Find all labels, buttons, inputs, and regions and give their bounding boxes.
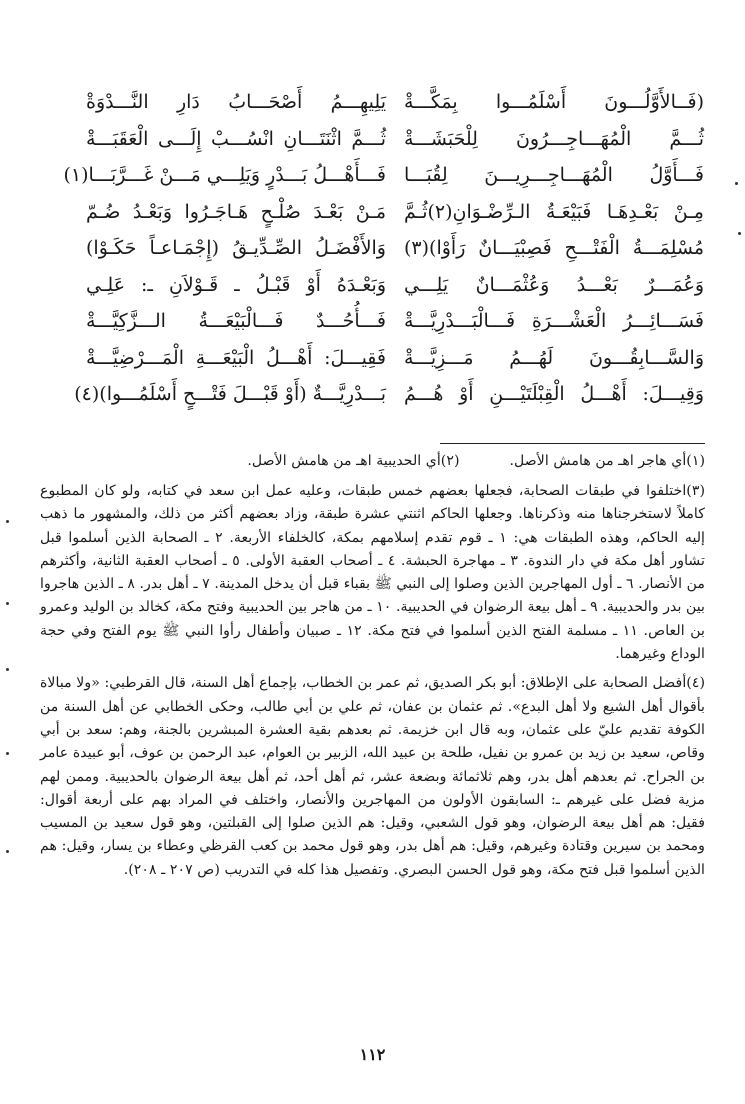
verse-line: فَقِيـــلَ: أَهْـــلُ الْبَيْعَـــةِ الْمَـــرْضِيَّـــةْ — [86, 346, 386, 369]
verse-line: ثُـــمَّ اثْنَتَـــانِ انْسُـــبْ إِلَـــى الْعَقَبَـــةْ — [86, 127, 386, 150]
footnotes-section — [40, 448, 705, 882]
verse-line: وَبَعْـدَهُ أَوْ قَبْـلُ ـ قَـوْلاَنِ ـ: عَلِـي — [86, 273, 386, 296]
verse-line: ثُـــمَّ الْمُهَـــاجِـــرُونَ لِلْحَبَشَـــةْ — [404, 127, 704, 150]
verse-line: وَقِيـــلَ: أَهْـــلُ الْقِبْلَتَيْـــنِ أَوْ هُـــمُ — [404, 383, 704, 405]
scan-speck — [735, 182, 738, 185]
scan-speck — [6, 520, 9, 523]
verse-line: (فَــالأَوَّلُـــونَ أَسْلَمُـــوا بِمَكَّـــةْ — [404, 91, 704, 113]
scan-speck — [6, 850, 9, 853]
poem-right-column — [404, 84, 704, 410]
scan-speck — [6, 752, 9, 755]
verse-line: بَـــدْرِيَّـــةٌ (أَوْ قَبْـــلَ فَتْـــحٍ أَسْلَمُـــوا)(٤) — [74, 383, 386, 405]
verse-line: فَـــأُحُـــدٌ فَـــالْبَيْعَـــةُ الـــزَّكِيَّـــةْ — [86, 310, 386, 332]
page-number: ١١٢ — [359, 1045, 386, 1064]
poem-left-column — [63, 84, 386, 410]
verse-line: وَعُمَـــرٌ بَعْـــدُ وَعُثْمَـــانٌ يَلِـــي — [404, 273, 704, 296]
footnote-divider — [440, 443, 705, 444]
footnote-3: (٣)اختلفوا في طبقات الصحابة، فجعلها بعضهم خمس طبقات، وعليه عمل ابن سعد في كتابه، ولو كان المطبوع كاملاً لاستخرجناها منه وذكرناها. وجعلها الحاكم اثنتي عشرة طبقة، وزاد بعضهم أكثر من ذلك، والمشهور ما ذهب إليه الحاكم، وهذه الطبقات هي: ١ ـ قوم تقدم إسلامهم بمكة، كالخلفاء الأربعة. ٢ ـ الصحابة الذين أسلموا قبل تشاور أهل مكة في دار الندوة. ٣ ـ مهاجرة الحبشة. ٤ ـ أصحاب العقبة الأولى. ٥ ـ أصحاب العقبة الثانية، وأكثرهم من الأنصار. ٦ ـ أول المهاجرين الذين وصلوا إلى النبي ﷺ بقباء قبل أن يدخل المدينة. ٧ ـ أهل بدر. ٨ ـ الذين هاجروا بين بدر والحديبية. ٩ ـ أهل بيعة الرضوان في الحديبية. ١٠ ـ من هاجر بين الحديبية وفتح مكة، كخالد بن الوليد وعمرو بن العاص. ١١ ـ مسلمة الفتح الذين أسلموا في فتح مكة. ١٢ ـ صبيان وأطفال رأوا النبي ﷺ يوم الفتح وفي حجة الوداع وغيرهما. — [40, 483, 706, 663]
verse-line: فَسَـــائِـــرُ الْعَشْـــرَةِ فَـــالْبَـــدْرِيَّـــةْ — [404, 310, 704, 332]
verse-line: وَالأَفْضَـلُ الصِّـدِّيـقُ (إِجْمَـاعـاً حَكَـوْا) — [86, 237, 386, 259]
verse-line: مَـنْ بَعْـدَ صُلْـحٍ هَـاجَـرُوا وَبَعْـدُ ضُـمّ — [86, 200, 386, 223]
verse-line: وَالسَّـــابِقُـــونَ لَهُـــمُ مَـــزِيَّـــةْ — [404, 346, 704, 369]
scan-speck — [738, 232, 741, 235]
footnote-1: (١)أي هاجر اهـ من هامش الأصل. — [509, 453, 705, 469]
verse-line: يَلِيهِـــمُ أَصْحَـــابُ دَارِ النَّـــدْوَةْ — [86, 91, 386, 113]
verse-line: فَـــأَهْـــلُ بَـــدْرٍ وَيَلِـــي مَـــنْ غَـــرَّبَـــا(١) — [63, 164, 386, 186]
scan-speck — [6, 602, 9, 605]
footnote-4: (٤)أفضل الصحابة على الإطلاق: أبو بكر الصديق، ثم عمر بن الخطاب، بإجماع أهل السنة، قال القرطبي: «ولا مبالاة بأقوال أهل الشيع ولا أهل البدع». ثم عثمان بن عفان، ثم علي بن أبي طالب، وحكى الخطابي عن أهل السنة من الكوفة تقديم عليّ على عثمان، وبه قال ابن خزيمة. ثم بعدهم بقية العشرة المبشرين بالجنة، وهم: سعد بن أبي وقاص، سعيد بن زيد بن عمرو بن نفيل، طلحة بن عبيد الله، الزبير بن العوام، عبد الرحمن بن عوف، أبو عبيدة عامر بن الجراح. ثم بعدهم أهل بدر، وهم ثلاثمائة وبضعة عشر، ثم أهل أحد، ثم أهل بيعة الرضوان بالحديبية. وممن لهم مزية فضل على غيرهم ـ: السابقون الأولون من المهاجرين والأنصار، واختلف في المراد بهم على أربعة أقوال: فقيل: هم أهل بيعة الرضوان، وهو قول الشعبي، وقيل: هم الذين صلوا إلى القبلتين، وهو قول سعيد بن المسيب ومحمد بن سيرين وقتادة وغيرهم، وقيل: هم أهل بدر، وهو قول محمد بن كعب القرظي وعطاء بن يسار، وقيل: هم الذين أسلموا قبل فتح مكة، وهو قول الحسن البصري. وتفصيل هذا كله في التدريب (ص ٢٠٧ ـ ٢٠٨). — [40, 675, 706, 878]
footnote-2: (٢)أي الحديبية اهـ من هامش الأصل. — [247, 453, 460, 469]
verse-line: مِـنْ بَعْـدِهَـا فَبَيْعَـةُ الـرِّضْـوَانِ(٢)ثُـمَّ — [404, 200, 704, 223]
poem-section — [63, 84, 704, 410]
verse-line: فَـــأَوَّلُ الْمُهَـــاجِـــرِيـــنَ لِقُبَـــا — [404, 164, 704, 186]
short-footnotes-row — [40, 448, 705, 474]
verse-line: مُسْلِمَـــةُ الْفَتْـــحِ فَصِبْيَـــانٌ رَأَوْا)(٣) — [404, 237, 704, 259]
scan-speck — [6, 668, 9, 671]
